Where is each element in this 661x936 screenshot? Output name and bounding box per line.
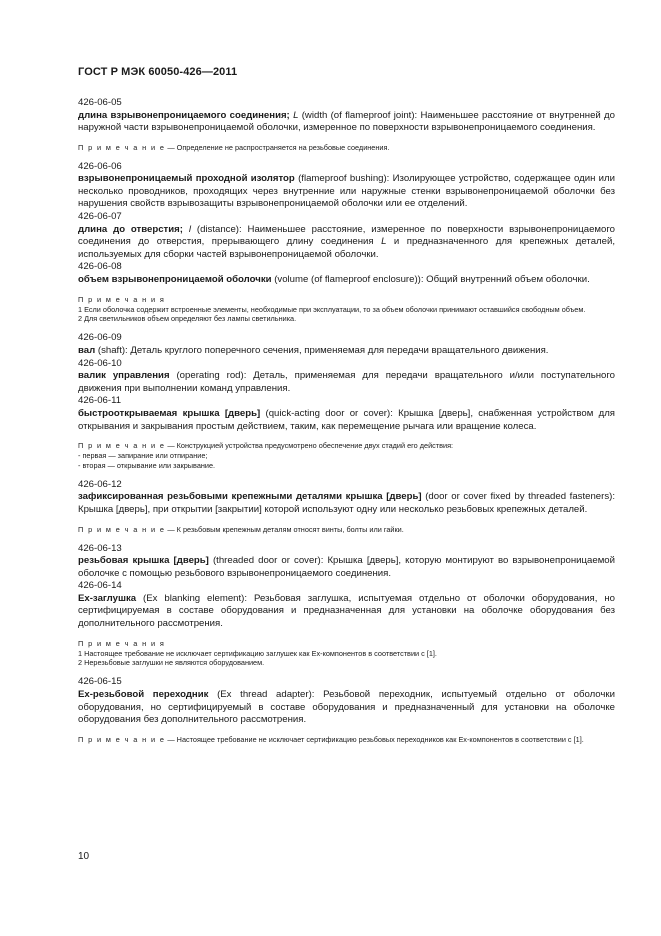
- term-definition: [78, 689, 615, 727]
- term-definition: [78, 274, 615, 287]
- term-name: длина взрывонепроницаемого соединения;: [78, 109, 290, 121]
- notes: [78, 639, 615, 669]
- note-item: 1 Если оболочка содержит встроенные элементы, необходимые при эксплуатации, то за объем оболочки принимают оставшийся свободным объем.: [78, 304, 586, 314]
- term-body: (quick-acting door or cover): Крышка [дверь], снабженная устройством для открывания и закрывания простым действием, таким, как перемещение рычага или вращение колеса.: [78, 407, 615, 432]
- term-definition: [78, 593, 615, 631]
- term-definition: [78, 555, 615, 580]
- document-body: [78, 97, 615, 745]
- term-body: (shaft): Деталь круглого поперечного сечения, применяемая для передачи вращательного движения.: [95, 344, 549, 356]
- note: [78, 735, 615, 745]
- term-definition: [78, 408, 615, 433]
- term-code: 426-06-12: [78, 478, 122, 490]
- term-body: (volume (of flameproof enclosure)): Общий внутренний объем оболочки.: [271, 274, 590, 286]
- term-name: вал: [78, 344, 96, 356]
- term-code: 426-06-14: [78, 580, 122, 592]
- term-code: 426-06-13: [78, 542, 122, 554]
- term-name: объем взрывонепроницаемой оболочки: [78, 274, 272, 286]
- term-name: взрывонепроницаемый проходной изолятор: [78, 173, 295, 185]
- term-definition: [78, 110, 615, 135]
- note-label: П р и м е ч а н и е: [78, 441, 166, 451]
- term-code: 426-06-07: [78, 211, 122, 223]
- notes-label: П р и м е ч а н и я: [78, 638, 166, 648]
- note-label: П р и м е ч а н и е: [78, 142, 166, 152]
- term-body: (distance): Наименьшее расстояние, измеренное по поверхности взрывонепроницаемого соединения до отверстия, прерывающего длину соединения: [78, 223, 615, 248]
- term-body: (width (of flameproof joint): Наименьшее расстояние от внутренней до наружной части взрывонепроницаемой оболочки, измеренное по поверхности взрывонепроницаемого соединения.: [78, 109, 615, 134]
- note-list-item: - первая — запирание или отпирание;: [78, 451, 208, 460]
- term-name: резьбовая крышка [дверь]: [78, 555, 209, 567]
- term-body: (door or cover fixed by threaded fasteners): Крышка [дверь], при открытии [закрытии] которой используют одну или несколько резьбовых крепежных деталей.: [78, 491, 615, 515]
- term-name: Ex-заглушка: [78, 592, 137, 604]
- note-text: — Настоящее требование не исключает сертификацию резьбовых переходников как Ex-компонентов в соответствии с [1].: [165, 734, 584, 744]
- term-code: 426-06-11: [78, 395, 122, 407]
- term-body: (flameproof bushing): Изолирующее устройство, содержащее один или несколько проводников, проходящих через внутренние или наружные стенки взрывонепроницаемой оболочки без нарушения свойств взрывозащиты взрывонепроницаемой оболочки или ее отделений.: [78, 173, 615, 210]
- note-item: 2 Нерезьбовые заглушки не являются оборудованием.: [78, 658, 265, 668]
- note-text: — Определение не распространяется на резьбовые соединения.: [165, 142, 390, 152]
- note-text: — Конструкцией устройства предусмотрено обеспечение двух стадий его действия:: [165, 441, 454, 451]
- term-code: 426-06-06: [78, 160, 122, 172]
- note: [78, 441, 615, 471]
- term-code: 426-06-08: [78, 261, 122, 273]
- document-header: ГОСТ Р МЭК 60050-426—2011: [78, 66, 238, 78]
- note-label: П р и м е ч а н и е: [78, 524, 166, 534]
- note-item: 1 Настоящее требование не исключает сертификацию заглушек как Ex-компонентов в соответствии с [1].: [78, 648, 437, 658]
- term-name: длина до отверстия;: [78, 223, 183, 235]
- term-symbol: L: [293, 109, 299, 121]
- term-body: (Ex blanking element): Резьбовая заглушка, испытуемая отдельно от оболочки оборудования, но сертифицируемая в составе оборудования и предназначенная для установки на оболочке оборудования без дополнительного рассмотрения.: [78, 592, 615, 630]
- term-symbol: L: [381, 236, 387, 248]
- term-definition: [78, 345, 615, 358]
- term-definition: [78, 491, 615, 516]
- term-name: валик управления: [78, 370, 170, 382]
- term-body: (threaded door or cover): Крышка [дверь], которую монтируют во взрывонепроницаемой оболочке с помощью резьбового взрывонепроницаемого соединения.: [78, 555, 615, 579]
- term-name: Ex-резьбовой переходник: [78, 688, 209, 700]
- term-symbol: l: [188, 223, 191, 235]
- note: [78, 143, 615, 153]
- term-name: зафиксированная резьбовыми крепежными деталями крышка [дверь]: [78, 491, 422, 503]
- page-number: 10: [78, 851, 90, 862]
- term-definition: [78, 370, 615, 395]
- term-definition: [78, 173, 615, 211]
- note-text: — К резьбовым крепежным деталям относят винты, болты или гайки.: [165, 524, 404, 534]
- term-name: быстрооткрываемая крышка [дверь]: [78, 407, 261, 419]
- term-code: 426-06-05: [78, 97, 122, 108]
- note: [78, 525, 615, 535]
- term-body: и предназначенного для крепежных деталей, используемых для сборки частей взрывонепроницаемой оболочки.: [78, 236, 615, 260]
- term-code: 426-06-09: [78, 332, 122, 344]
- term-code: 426-06-10: [78, 357, 122, 369]
- term-code: 426-06-15: [78, 676, 122, 688]
- term-body: (Ex thread adapter): Резьбовой переходник, испытуемый отдельно от оболочки оборудования, но сертифицируемый в составе оборудования и предназначенный для установки на оболочке оборудования без дополнительного рассмотрения.: [78, 688, 615, 726]
- note-item: 2 Для светильников объем определяют без лампы светильника.: [78, 314, 297, 324]
- term-body: (operating rod): Деталь, применяемая для передачи вращательного и/или поступательного движения при выполнении команд управления.: [78, 370, 616, 394]
- notes: [78, 295, 615, 325]
- notes-label: П р и м е ч а н и я: [78, 294, 166, 304]
- note-list-item: - вторая — открывание или закрывание.: [78, 460, 216, 470]
- note-label: П р и м е ч а н и е: [78, 734, 166, 744]
- term-definition: [78, 224, 615, 262]
